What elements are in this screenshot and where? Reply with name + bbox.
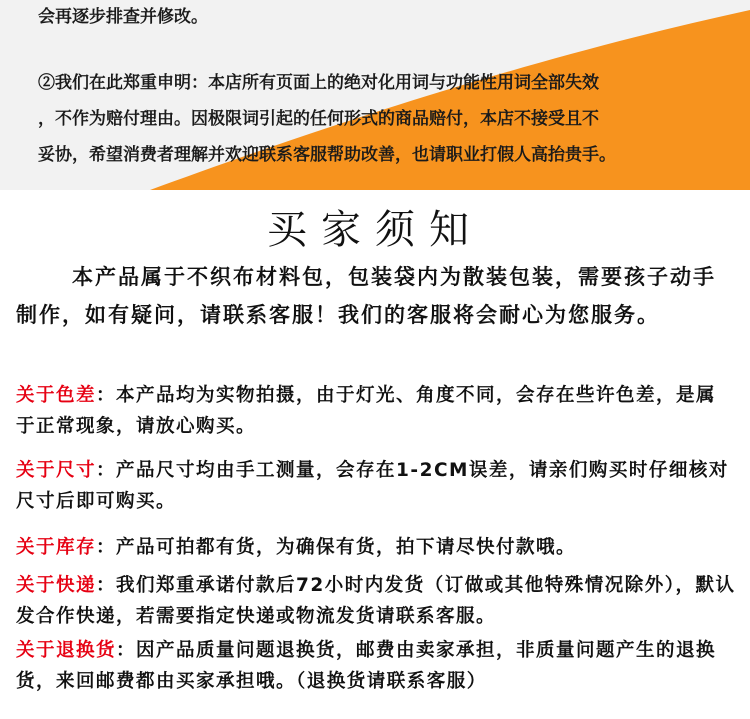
section-returns bbox=[16, 635, 736, 697]
banner-line-2: ②我们在此郑重申明：本店所有页面上的绝对化用词与功能性用词全部失效 bbox=[38, 73, 599, 93]
section-text: ：我们郑重承诺付款后72小时内发货（订做或其他特殊情况除外），默认发合作快递，若需要指定快递或物流发货请联系客服。 bbox=[16, 575, 736, 627]
section-size bbox=[16, 455, 736, 517]
banner-line-4: 妥协，希望消费者理解并欢迎联系客服帮助改善，也请职业打假人高抬贵手。 bbox=[38, 145, 616, 165]
section-shipping bbox=[16, 570, 736, 632]
intro-text: 本产品属于不织布材料包，包装袋内为散装包装，需要孩子动手制作，如有疑问，请联系客服！我们的客服将会耐心为您服务。 bbox=[16, 265, 716, 327]
page-title: 买家须知 bbox=[267, 207, 483, 253]
section-label: 关于色差 bbox=[16, 385, 97, 406]
section-color-difference bbox=[16, 380, 736, 442]
section-stock bbox=[16, 532, 736, 563]
banner-line-3: ，不作为赔付理由。因极限词引起的任何形式的商品赔付，本店不接受且不 bbox=[38, 109, 599, 129]
section-text: ：产品可拍都有货，为确保有货，拍下请尽快付款哦。 bbox=[96, 537, 577, 558]
intro-paragraph bbox=[16, 258, 736, 334]
banner-line-1: 会再逐步排查并修改。 bbox=[38, 7, 208, 27]
section-label: 关于库存 bbox=[16, 537, 97, 558]
section-label: 关于退换货 bbox=[16, 640, 117, 661]
notice-banner bbox=[0, 0, 750, 190]
section-text: ：因产品质量问题退换货，邮费由卖家承担，非质量问题产生的退换货，来回邮费都由买家承担哦。（退换货请联系客服） bbox=[16, 640, 717, 692]
section-text: ：产品尺寸均由手工测量，会存在1-2CM误差，请亲们购买时仔细核对尺寸后即可购买。 bbox=[16, 460, 729, 512]
section-text: ：本产品均为实物拍摄，由于灯光、角度不同，会存在些许色差，是属于正常现象，请放心购买。 bbox=[16, 385, 717, 437]
section-label: 关于快递 bbox=[16, 575, 97, 596]
section-label: 关于尺寸 bbox=[16, 460, 97, 481]
